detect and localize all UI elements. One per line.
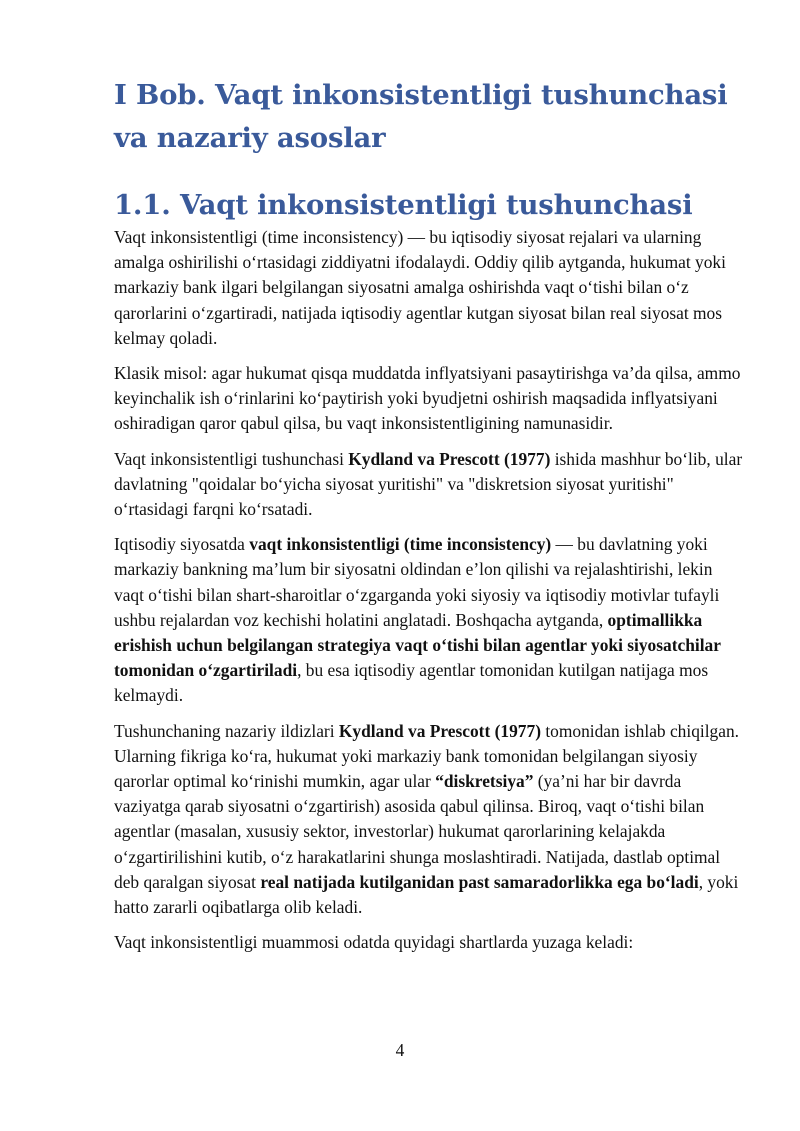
text-run: Tushunchaning nazariy ildizlari: [114, 720, 339, 741]
bold-citation: Kydland va Prescott (1977): [338, 720, 541, 741]
text-run: Iqtisodiy siyosatda: [114, 534, 250, 555]
page-content: [114, 74, 746, 965]
bold-emphasis: optimallikka erishish uchun belgilangan strategiya vaqt o‘tishi bilan agentlar yoki siyosatchilar tomonidan o‘zgartiriladi: [114, 609, 721, 681]
paragraph-2: Klasik misol: agar hukumat qisqa muddatda inflyatsiyani pasaytirishga va’da qilsa, ammo keyinchalik ish o‘rinlarini ko‘paytirish yoki byudjetni oshirish maqsadida inflyatsiyani oshiradigan qaror qabul qilsa, bu vaqt inkonsistentligining namunasidir.: [114, 363, 741, 434]
text-run: — bu davlatning yoki markaziy bankning ma’lum bir siyosatni oldindan e’lon qilishi va rejalashtirishi, lekin vaqt o‘tishi bilan shart-sharoitlar o‘zgarganda yoki siyosiy va iqtisodiy motivlar tufayli ushbu rejalardan voz kechishi holatini anglatadi. Boshqacha aytganda,: [114, 534, 720, 630]
text-run: , bu esa iqtisodiy agentlar tomonidan kutilgan natijaga mos kelmaydi.: [114, 660, 709, 706]
bold-term: “diskretsiya”: [435, 771, 534, 792]
paragraph-3: [114, 447, 746, 523]
paragraph-4: [114, 532, 746, 708]
chapter-title: I Bob. Vaqt inkonsistentligi tushunchasi va nazariy asoslar: [114, 79, 728, 154]
paragraph-6: Vaqt inkonsistentligi muammosi odatda quyidagi shartlarda yuzaga keladi:: [114, 932, 634, 953]
bold-citation: Kydland va Prescott (1977): [348, 448, 551, 469]
text-run: , yoki hatto zararli oqibatlarga olib keladi.: [114, 871, 739, 918]
page-number: 4: [395, 1040, 405, 1060]
paragraph-1: Vaqt inkonsistentligi (time inconsistency) — bu iqtisodiy siyosat rejalari va ularning amalga oshirilishi o‘rtasidagi ziddiyatni ifodalaydi. Oddiy qilib aytganda, hukumat yoki markaziy bank ilgari belgilangan siyosatni amalga oshirishda vaqt o‘tishi bilan o‘z qarorlarini o‘zgartiradi, natijada iqtisodiy agentlar kutgan siyosat bilan real siyosat mos kelmay qoladi.: [114, 227, 726, 348]
section-title: 1.1. Vaqt inkonsistentligi tushunchasi: [114, 189, 693, 221]
text-run: Vaqt inkonsistentligi tushunchasi: [114, 448, 349, 469]
text-run: tomonidan ishlab chiqilgan. Ularning fikriga ko‘ra, hukumat yoki markaziy bank tomonidan belgilangan siyosiy qarorlar optimal ko‘rinishi mumkin, agar ular: [114, 720, 740, 792]
paragraph-5: [114, 719, 746, 921]
text-run: (ya’ni har bir davrda vaziyatga qarab siyosatni o‘zgartirish) asosida qabul qilinsa. Biroq, vaqt o‘tishi bilan agentlar (masalan, xususiy sektor, investorlar) hukumat qarorlarining kelajakda o‘zgartirilishini kutib, o‘z harakatlarini shunga moslashtiradi. Natijada, dastlab optimal deb qaralgan siyosat: [114, 771, 721, 892]
bold-emphasis: real natijada kutilganidan past samaradorlikka ega bo‘ladi: [260, 871, 699, 892]
bold-term: vaqt inkonsistentligi (time inconsistency): [249, 534, 552, 555]
text-run: ishida mashhur bo‘lib, ular davlatning "qoidalar bo‘yicha siyosat yuritishi" va "diskretsion siyosat yuritishi" o‘rtasidagi farqni ko‘rsatadi.: [114, 448, 743, 520]
